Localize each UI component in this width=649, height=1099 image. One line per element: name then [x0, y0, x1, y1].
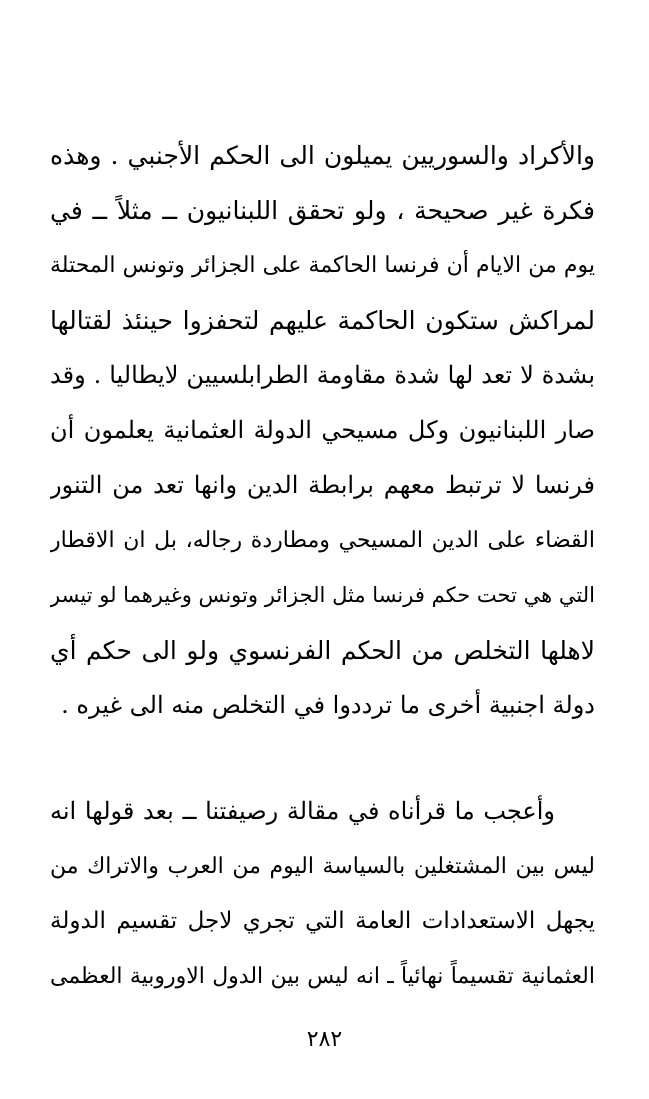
- text-line: القضاء على الدين المسيحي ومطاردة رجاله، بل ان الاقطار: [50, 528, 595, 553]
- text-line: يجهل الاستعدادات العامة التي تجري لاجل تقسيم الدولة: [50, 908, 595, 934]
- text-line: والأكراد والسوريين يميلون الى الحكم الأجنبي . وهذه: [50, 141, 595, 170]
- page-number: ٢٨٢: [306, 1027, 343, 1052]
- text-line: العثمانية تقسيماً نهائياً ـ انه ليس بين الدول الاوروبية العظمى: [50, 964, 595, 989]
- paragraph-1: [50, 128, 595, 733]
- text-line: يوم من الايام أن فرنسا الحاكمة على الجزائر وتونس المحتلة: [50, 253, 595, 278]
- text-line: صار اللبنانيون وكل مسيحي الدولة العثمانية يعلمون أن: [50, 416, 595, 444]
- text-line: فرنسا لا ترتبط معهم برابطة الدين وانها تعد من التنور: [50, 471, 595, 499]
- text-line: وأعجب ما قرأناه في مقالة رصيفتنا ــ بعد قولها انه: [50, 797, 556, 825]
- text-line: فكرة غير صحيحة ، ولو تحقق اللبنانيون ــ مثلاً ــ في: [50, 196, 595, 225]
- text-line: لاهلها التخلص من الحكم الفرنسوي ولو الى حكم أي: [50, 636, 595, 665]
- text-line: بشدة لا تعد لها شدة مقاومة الطرابلسيين لايطاليا . وقد: [50, 361, 595, 389]
- text-line: لمراكش ستكون الحاكمة عليهم لتحفزوا حينئذ لقتالها: [50, 306, 595, 335]
- text-line: ليس بين المشتغلين بالسياسة اليوم من العرب والاتراك من: [50, 854, 595, 879]
- paragraph-2: [50, 784, 595, 1004]
- text-line: دولة اجنبية أخرى ما ترددوا في التخلص منه الى غيره .: [61, 691, 595, 719]
- text-line: التي هي تحت حكم فرنسا مثل الجزائر وتونس وغيرهما لو تيسر: [50, 583, 595, 607]
